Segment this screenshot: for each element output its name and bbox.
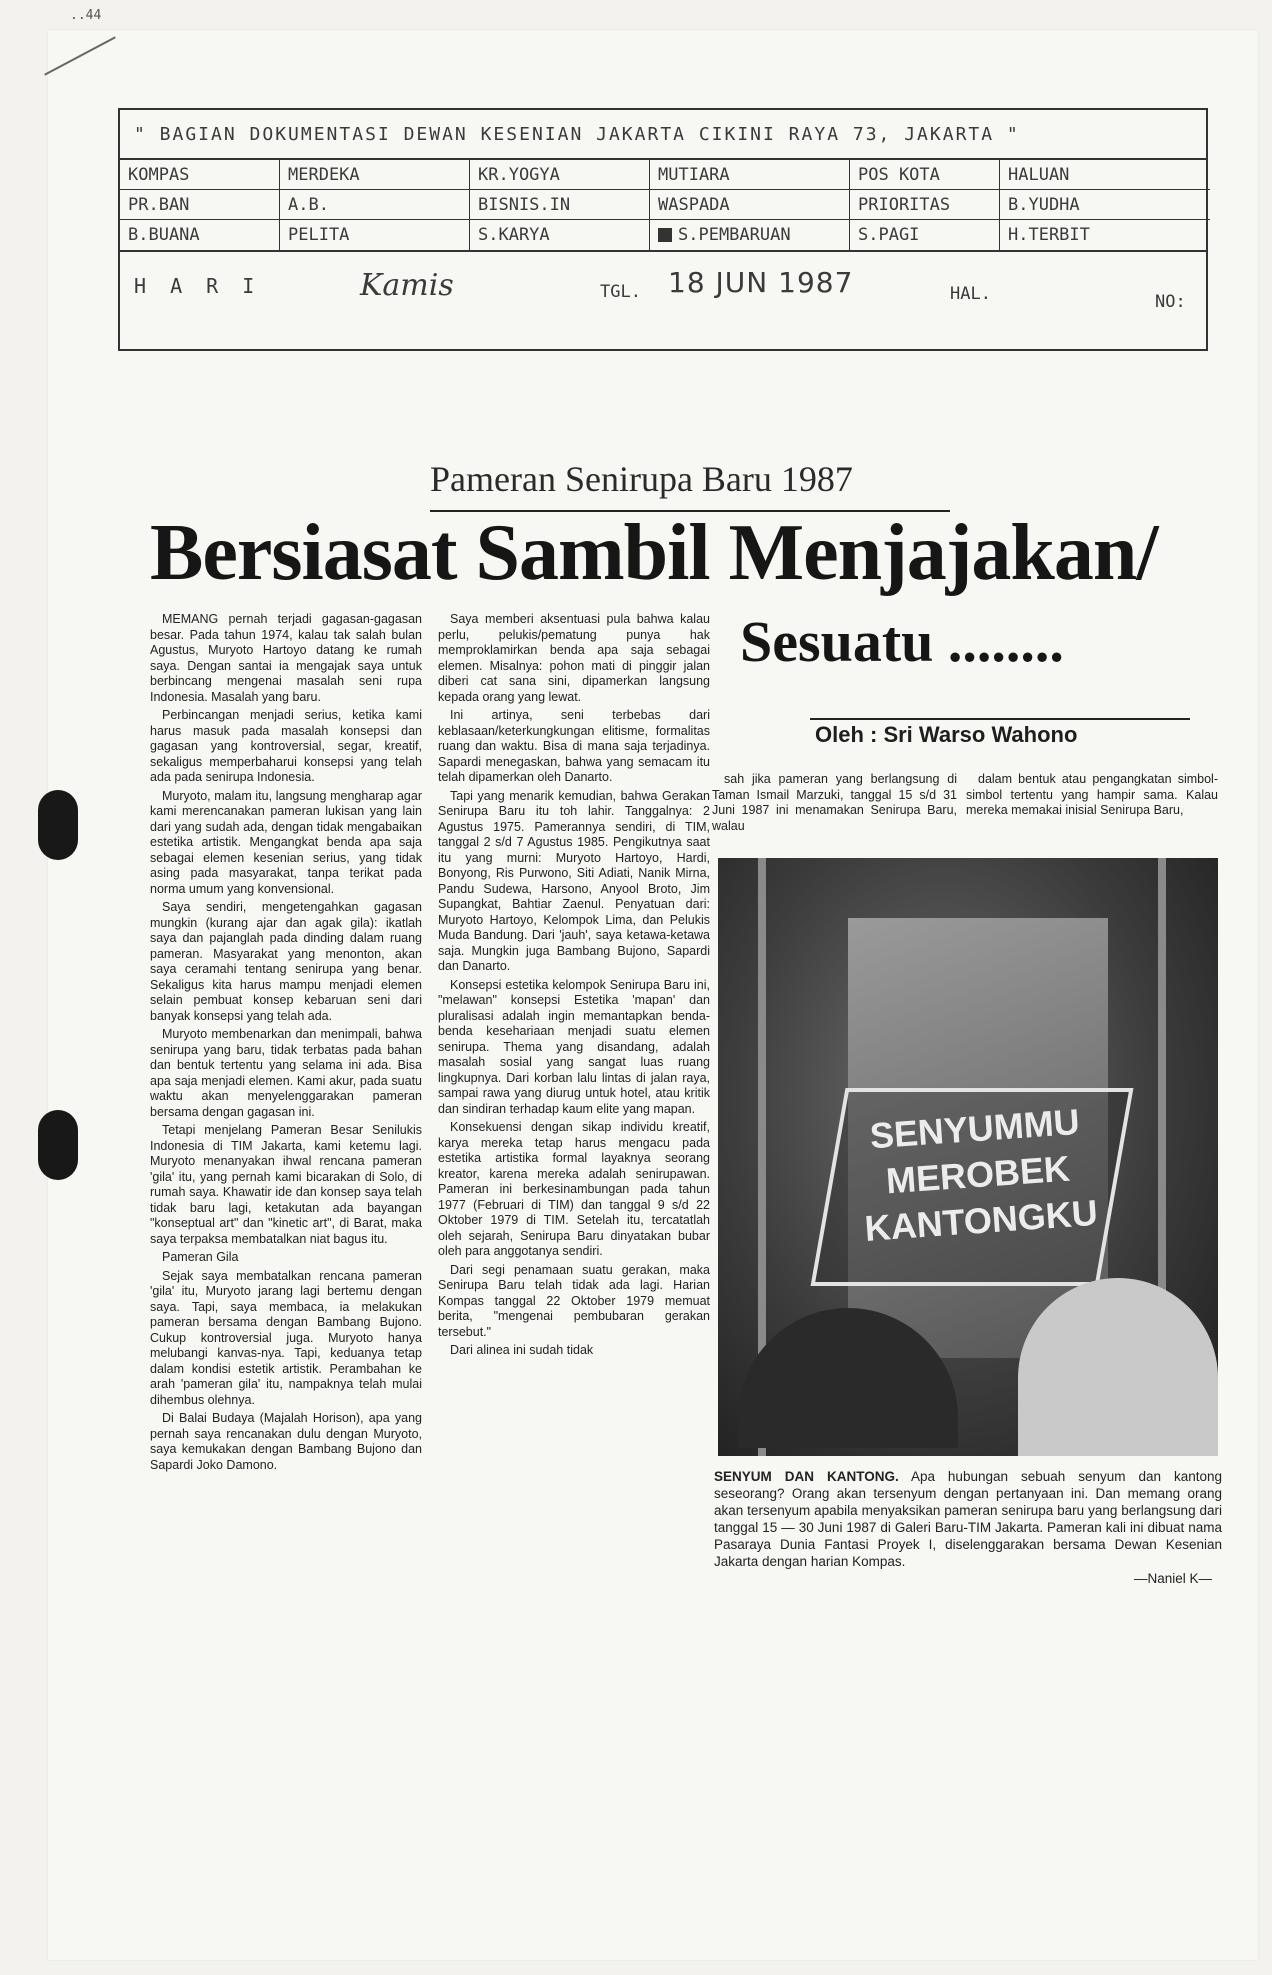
newspaper-cell xyxy=(280,160,470,190)
column-paragraph: Ini artinya, seni terbebas dari keblasaan/keterkungkungan elitisme, formalitas ruang dan waktu. Bisa di mana saja terjadinya. Sapardi menegaskan, bahwa yang semacam itu telah dipamerkan oleh Danarto. xyxy=(438,708,710,784)
newspaper-cell xyxy=(120,220,280,250)
newspaper-cell xyxy=(1000,220,1210,250)
newspaper-name: S.PEMBARUAN xyxy=(678,225,791,245)
newspaper-cell xyxy=(470,190,650,220)
newspaper-name: S.PAGI xyxy=(858,225,920,245)
newspaper-cell xyxy=(470,160,650,190)
column-paragraph: Saya sendiri, mengetengahkan gagasan mungkin (kurang ajar dan agak gila): ikatlah saya dan pajanglah pada dinding dalam ruang pameran. Masyarakat yang menonton, akan saya ceramahi tentang senirupa yang benar. Sekaligus kita harus mampu menjadi elemen selain pembuat konsep kebaruan seni dari banyak konsepsi yang telah ada. xyxy=(150,900,422,1023)
article-column-1 xyxy=(150,612,422,1822)
newspaper-name: PELITA xyxy=(288,225,350,245)
newspaper-cell xyxy=(1000,190,1210,220)
newspaper-cell xyxy=(120,190,280,220)
punch-hole-top xyxy=(38,790,78,860)
newspaper-name: HALUAN xyxy=(1008,165,1070,185)
newspaper-name: B.BUANA xyxy=(128,225,200,245)
newspaper-name: WASPADA xyxy=(658,195,730,215)
newspaper-name: PRIORITAS xyxy=(858,195,951,215)
newspaper-cell xyxy=(650,190,850,220)
punch-hole-bottom xyxy=(38,1110,78,1180)
column-paragraph: Di Balai Budaya (Majalah Horison), apa yang pernah saya rencanakan dulu dengan Muryoto, saya kemukakan dengan Bambang Bujono dan Sapardi Joko Damono. xyxy=(150,1411,422,1472)
hari-label: H A R I xyxy=(134,274,261,298)
column-paragraph: MEMANG pernah terjadi gagasan-gagasan besar. Pada tahun 1974, kalau tak salah bulan Agustus, Muryoto Hartoyo datang ke rumah saya. Dengan santai ia mengajak saya untuk berbincang mengenai masalah seni rupa Indonesia. Masalah yang baru. xyxy=(150,612,422,704)
newspaper-checklist xyxy=(120,160,1206,252)
newspaper-name: KOMPAS xyxy=(128,165,190,185)
column-paragraph: Saya memberi aksentuasi pula bahwa kalau perlu, pelukis/pematung punya hak memproklamirkan benda apa saja sebagai elemen. Misalnya: pohon mati di pinggir jalan diberi cat sana sini, dipamerkan langsung kepada orang yang lewat. xyxy=(438,612,710,704)
corner-mark: ..44 xyxy=(70,8,102,23)
no-label: NO: xyxy=(1155,292,1186,312)
newspaper-cell xyxy=(1000,160,1210,190)
caption-body: Apa hubungan sebuah senyum dan kantong seseorang? Orang akan tersenyum dengan pertanyaan ini. Dan memang orang akan tersenyum apabila menyaksikan pameran senirupa baru yang berlangsung dari tanggal 15 — 30 Juni 1987 di Galeri Baru-TIM Jakarta. Pameran kali ini dibuat nama Pasaraya Dunia Fantasi Proyek I, diselenggarakan bersama Dewan Kesenian Jakarta dengan harian Kompas. xyxy=(714,1469,1222,1569)
headline-line-2: Sesuatu ........ xyxy=(740,609,1064,674)
photo-sign-text: SENYUMMU MEROBEK KANTONGKU xyxy=(863,1100,1099,1249)
column-paragraph: sah jika pameran yang berlangsung di Taman Ismail Marzuki, tanggal 15 s/d 31 Juni 1987 ini menamakan Senirupa Baru, walau xyxy=(712,772,957,833)
column-paragraph: Konsekuensi dengan sikap individu kreatif, karya mereka tetap harus mengacu pada estetika artistika formal layaknya seorang kreator, karena mereka adalah senirupawan. Pameran ini berkesinambungan pada tahun 1977 (Februari di TIM) dan tanggal 9 s/d 22 Oktober 1979 di TIM. Setelah itu, tercatatlah oleh sejarah, Senirupa Baru dinyatakan bubar oleh para anggotanya sendiri. xyxy=(438,1120,710,1258)
stamp-footer xyxy=(120,252,1206,352)
caption-signature: —Naniel K— xyxy=(1133,1571,1212,1586)
article-photo xyxy=(718,858,1218,1456)
newspaper-cell xyxy=(280,220,470,250)
newspaper-cell xyxy=(280,190,470,220)
date-stamp: 18 JUN 1987 xyxy=(668,266,854,299)
column-paragraph: Dari alinea ini sudah tidak xyxy=(450,1343,594,1357)
byline-rule xyxy=(810,718,1190,720)
stamp-title: " BAGIAN DOKUMENTASI DEWAN KESENIAN JAKARTA CIKINI RAYA 73, JAKARTA " xyxy=(120,110,1206,160)
column-paragraph: Konsepsi estetika kelompok Senirupa Baru ini, "melawan" konsepsi Estetika 'mapan' dan pluralisasi adalah ingin memantapkan benda-benda kesehariaan menjadi suatu elemen senirupa. Thema yang disandang, adalah masalah sosial yang sangat luas ruang lingkupnya. Dari korban lalu lintas di jalan raya, sampai rawa yang diurug untuk hotel, atau kritik dan sindiran terhadap kaum elite yang mapan. xyxy=(438,977,710,1116)
newspaper-name: KR.YOGYA xyxy=(478,165,560,185)
column-paragraph: Tapi yang menarik kemudian, bahwa Gerakan Senirupa Baru itu toh lahir. Tanggalnya: 2 Agustus 1975. Pamerannya sendiri, di TIM, tanggal 2 s/d 7 Agustus 1985. Pengikutnya saat itu yang murni: Muryoto Hartoyo, Hardi, Bonyong, Ris Purwono, Siti Adiati, Nanik Mirna, Pandu Sudewa, Harsono, Anyool Broto, Jim Supangkat, Bahtiar Zaenul. Penyatuan dari: Muryoto Hartoyo, Kelompok Lima, dan Pelukis Muda Bandung. Dari 'jauh', saya ketawa-ketawa saja. Mungkin juga Bambang Bujono, Sapardi dan Danarto. xyxy=(438,788,710,973)
newspaper-cell xyxy=(850,220,1000,250)
photo-caption xyxy=(714,1468,1222,1587)
byline: Oleh : Sri Warso Wahono xyxy=(815,722,1078,747)
hari-value: Kamis xyxy=(360,268,454,303)
hal-label: HAL. xyxy=(950,284,991,304)
column-paragraph: dalam bentuk atau pengangkatan simbol-simbol tertentu yang hampir sama. Kalau mereka memakai inisial Senirupa Baru, xyxy=(966,772,1218,817)
article-column-2 xyxy=(438,612,710,1742)
newspaper-name: MUTIARA xyxy=(658,165,730,185)
newspaper-cell xyxy=(850,160,1000,190)
column-paragraph: Pameran Gila xyxy=(162,1250,239,1264)
article-column-3b xyxy=(966,772,1218,852)
column-paragraph: Tetapi menjelang Pameran Besar Senilukis Indonesia di TIM Jakarta, kami ketemu lagi. Muryoto menanyakan ihwal rencana pameran 'gila' itu, yang pernah kami bicarakan di Solo, di rumah saya. Khawatir ide dan konsep saya telah tidak baru lagi, ketakutan ada bayangan "konseptual art" dan "kinetic art", di Barat, maka saya terpaksa membatalkan niat bagus itu. xyxy=(150,1123,422,1246)
caption-head: SENYUM DAN KANTONG. xyxy=(714,1469,899,1484)
newspaper-name: BISNIS.IN xyxy=(478,195,571,215)
column-paragraph: Sejak saya membatalkan rencana pameran 'gila' itu, Muryoto jarang lagi bertemu dengan saya. Tapi, saya membaca, ia melakukan pameran bersama dengan Bambang Bujono. Cukup kontroversial juga. Muryoto hanya melubangi kanvas-nya. Tapi, keduanya tetap dalam kondisi estetik artistik. Perambahan ke arah 'pameran gila' itu, nampaknya telah mulai dihembus olehnya. xyxy=(150,1268,422,1407)
newspaper-cell xyxy=(650,220,850,250)
newspaper-name: A.B. xyxy=(288,195,329,215)
newspaper-cell xyxy=(120,160,280,190)
column-paragraph: Muryoto membenarkan dan menimpali, bahwa senirupa yang baru, tidak terbatas pada bahan dan bentuk tertentu yang selama ini ada. Bisa apa saja menjadi elemen. Kami akur, pada suatu waktu akan menyelenggarakan pameran bersama dengan gagasan ini. xyxy=(150,1027,422,1119)
newspaper-cell xyxy=(470,220,650,250)
article-kicker: Pameran Senirupa Baru 1987 xyxy=(430,459,853,499)
newspaper-name: PR.BAN xyxy=(128,195,190,215)
newspaper-name: B.YUDHA xyxy=(1008,195,1080,215)
tgl-label: TGL. xyxy=(600,282,641,302)
column-paragraph: Perbincangan menjadi serius, ketika kami harus masuk pada masalah konsepsi dan gagasan yang kontroversial, segar, kreatif, sekaligus memperbaharui konsepsi yang telah ada pada senirupa Indonesia. xyxy=(150,708,422,784)
newspaper-name: S.KARYA xyxy=(478,225,550,245)
archive-stamp xyxy=(118,108,1208,351)
newspaper-name: MERDEKA xyxy=(288,165,360,185)
column-paragraph: Dari segi penamaan suatu gerakan, maka Senirupa Baru telah tidak ada lagi. Harian Kompas tanggal 22 Oktober 1979 memuat berita, "mengenai pembubaran gerakan tersebut." xyxy=(438,1262,710,1339)
column-paragraph: Muryoto, malam itu, langsung mengharap agar kami merencanakan pameran lukisan yang lain dari yang sudah ada, dengan tidak mengabaikan estetika artistik. Mengangkat benda apa saja sebagai elemen kesenian serius, yang tidak asing pada masyarakat, tanpa terikat pada norma umum yang konvensional. xyxy=(150,788,422,896)
headline-line-1: Bersiasat Sambil Menjajakan/ xyxy=(150,509,1158,597)
newspaper-name: POS KOTA xyxy=(858,165,940,185)
newspaper-name: H.TERBIT xyxy=(1008,225,1090,245)
newspaper-cell xyxy=(650,160,850,190)
newspaper-cell xyxy=(850,190,1000,220)
article-column-3a xyxy=(712,772,957,852)
photo-figure-right xyxy=(1018,1278,1218,1456)
check-mark-icon xyxy=(658,228,672,242)
